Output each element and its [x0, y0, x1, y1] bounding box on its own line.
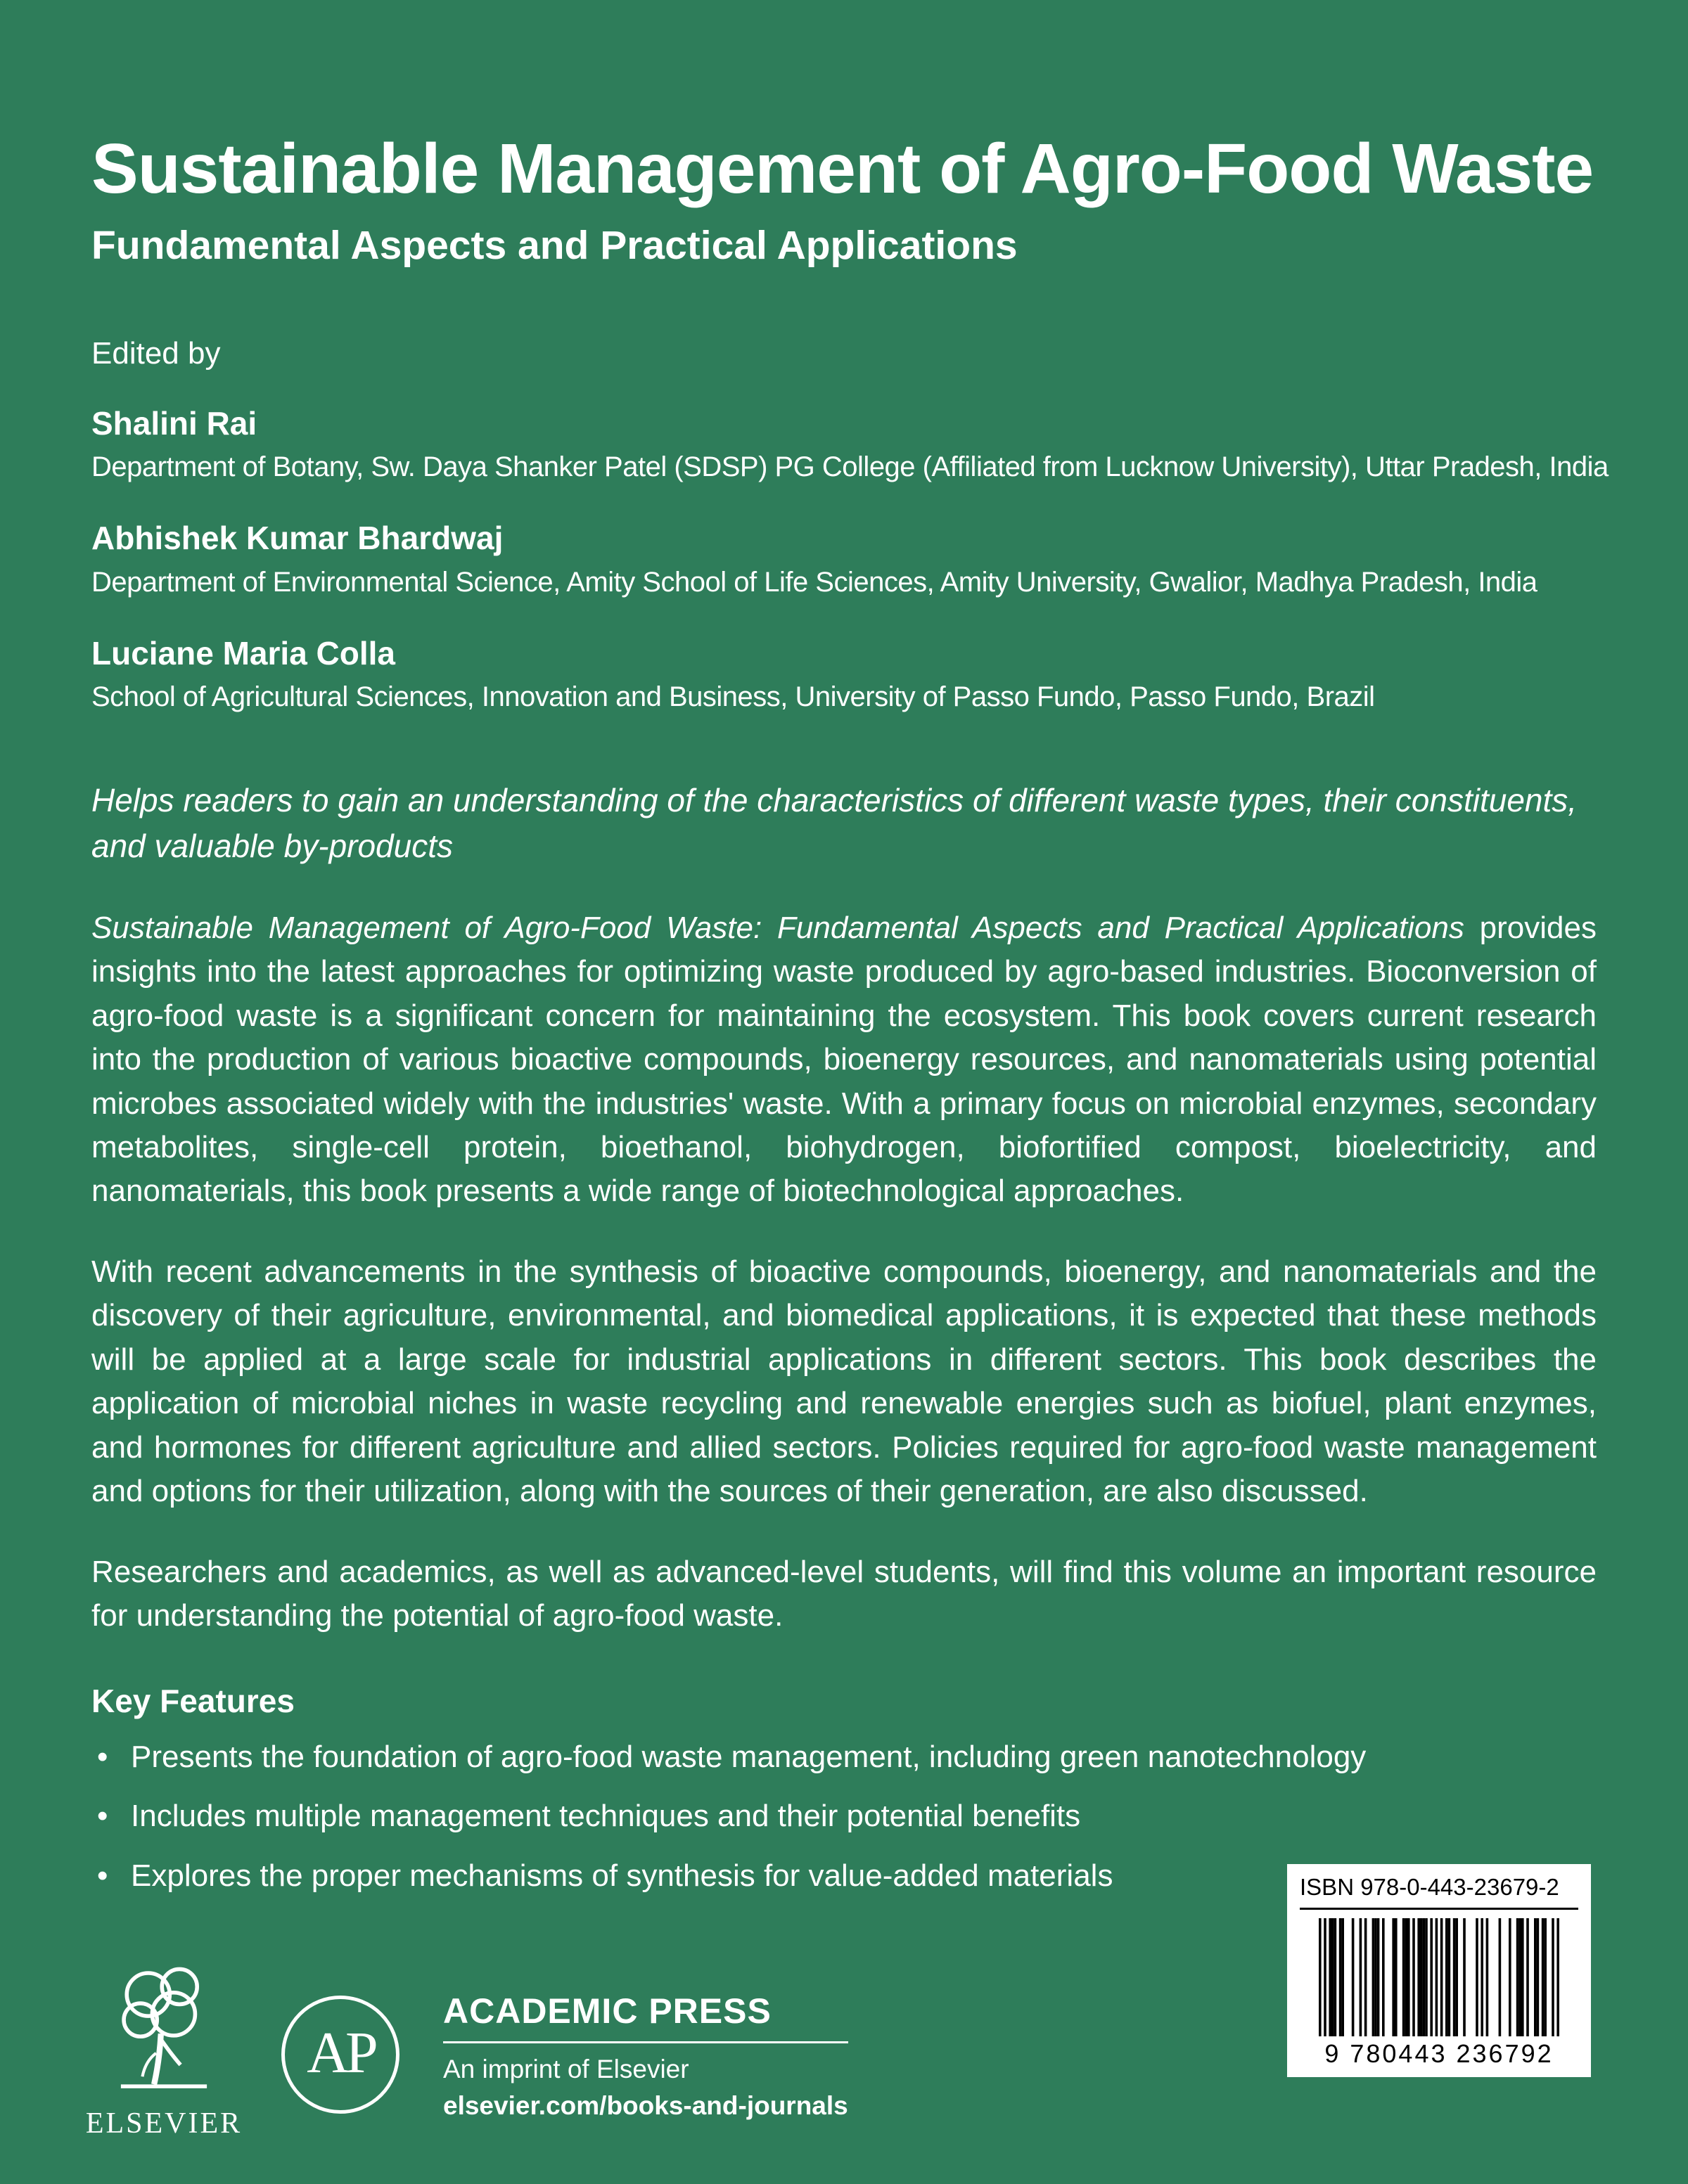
tagline: Helps readers to gain an understanding of the characteristics of different waste types, their constituents, and valuable by-products [91, 782, 1578, 865]
description-paragraph-1 [91, 906, 1597, 1214]
divider [1300, 1908, 1578, 1910]
elsevier-wordmark: ELSEVIER [85, 2107, 243, 2140]
academic-press-logo-icon [281, 1996, 399, 2114]
elsevier-tree-logo-icon [105, 1955, 223, 2100]
isbn-barcode-box [1287, 1864, 1591, 2077]
key-feature-text: Explores the proper mechanisms of synthesis for value-added materials [131, 1858, 1113, 1893]
bullet-icon: • [97, 1739, 108, 1774]
description-paragraph-3: Researchers and academics, as well as advanced-level students, will find this volume an important resource for understanding the potential of agro-food waste. [91, 1554, 1597, 1633]
imprint-line: An imprint of Elsevier [443, 2055, 689, 2083]
publisher-website: elsevier.com/books-and-journals [443, 2091, 848, 2120]
ean13-barcode-icon [1300, 1918, 1578, 2036]
key-feature-text: Presents the foundation of agro-food waste management, including green nanotechnology [131, 1739, 1367, 1774]
editor-block [91, 518, 1597, 601]
book-title: Sustainable Management of Agro-Food Waste [91, 129, 1594, 208]
edited-by-label: Edited by [91, 335, 221, 371]
description-paragraph-1-text: provides insights into the latest approaches for optimizing waste produced by agro-based industries. Bioconversion of agro-food waste is a significant concern for maintaining the ecosystem. This book covers current research into the production of various bioactive compounds, bioenergy resources, and nanomaterials using potential microbes associated widely with the industries' waste. With a primary focus on microbial enzymes, secondary metabolites, single-cell protein, bioethanol, biohydrogen, biofortified compost, bioelectricity, and nanomaterials, this book presents a wide range of biotechnological approaches. [91, 910, 1597, 1209]
editor-name: Abhishek Kumar Bhardwaj [91, 520, 504, 557]
key-features-heading: Key Features [91, 1682, 295, 1719]
divider [443, 2041, 848, 2043]
ap-monogram: AP [307, 2019, 374, 2086]
isbn-label: ISBN 978-0-443-23679-2 [1300, 1874, 1559, 1900]
key-feature-item [91, 1735, 1597, 1779]
ean-digits: 9 780443 236792 [1324, 2039, 1554, 2068]
publisher-footer [85, 1955, 848, 2140]
editor-affiliation: Department of Environmental Science, Amity School of Life Sciences, Amity University, Gwalior, Madhya Pradesh, India [91, 566, 1537, 598]
editor-affiliation: School of Agricultural Sciences, Innovation and Business, University of Passo Fundo, Passo Fundo, Brazil [91, 681, 1375, 713]
elsevier-logo-block [85, 1955, 243, 2140]
academic-press-title: ACADEMIC PRESS [443, 1991, 772, 2031]
editor-name: Luciane Maria Colla [91, 634, 396, 672]
bullet-icon: • [97, 1799, 108, 1834]
book-subtitle: Fundamental Aspects and Practical Applications [91, 223, 1018, 268]
editor-name: Shalini Rai [91, 404, 257, 442]
editor-block [91, 404, 1609, 487]
description-book-title-italic: Sustainable Management of Agro-Food Waste: Fundamental Aspects and Practical Applications [91, 910, 1464, 945]
key-feature-item [91, 1794, 1597, 1838]
key-feature-text: Includes multiple management techniques and their potential benefits [131, 1799, 1081, 1834]
description-paragraph-2: With recent advancements in the synthesis of bioactive compounds, bioenergy, and nanomaterials and the discovery of their agriculture, environmental, and biomedical applications, it is expected that these methods will be applied at a large scale for industrial applications in different sectors. This book describes the application of microbial niches in waste recycling and renewable energies such as biofuel, plant enzymes, and hormones for different agriculture and allied sectors. Policies required for agro-food waste management and options for their utilization, along with the sources of their generation, are also discussed. [91, 1254, 1597, 1509]
bullet-icon: • [97, 1858, 108, 1893]
editor-affiliation: Department of Botany, Sw. Daya Shanker Patel (SDSP) PG College (Affiliated from Lucknow University), Uttar Pradesh, India [91, 451, 1609, 483]
academic-press-block [443, 1991, 848, 2121]
editor-block [91, 634, 1597, 717]
